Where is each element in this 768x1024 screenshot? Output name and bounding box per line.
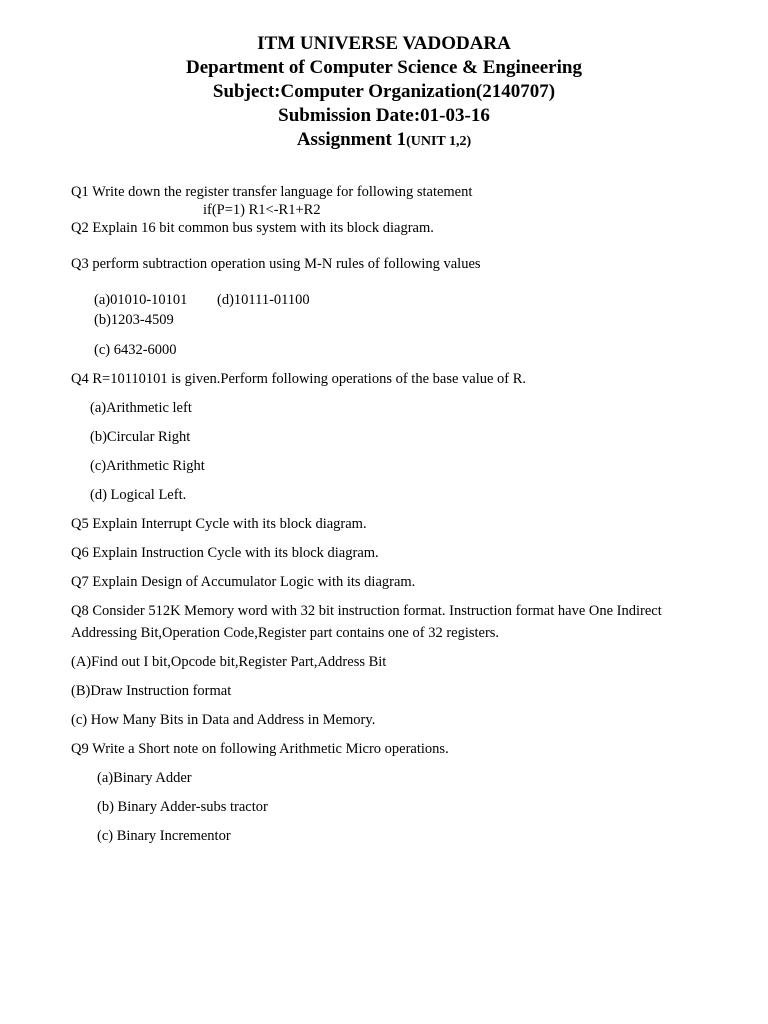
q7-text: Q7 Explain Design of Accumulator Logic with its diagram.	[71, 574, 416, 590]
submission-date: Submission Date:01-03-16	[278, 105, 490, 126]
q3-option-d: (d)10111-01100	[217, 292, 310, 308]
q8-text-line1: Q8 Consider 512K Memory word with 32 bit instruction format. Instruction format have One Indirect	[71, 603, 662, 619]
q5-text: Q5 Explain Interrupt Cycle with its block diagram.	[71, 516, 367, 532]
q3-text: Q3 perform subtraction operation using M-N rules of following values	[71, 256, 481, 272]
q8-text-line2: Addressing Bit,Operation Code,Register part contains one of 32 registers.	[71, 625, 500, 641]
assignment-main: Assignment 1	[296, 129, 407, 150]
assignment-title	[0, 129, 768, 153]
institution-title: ITM UNIVERSE VADODARA	[257, 33, 511, 54]
subject-title: Subject:Computer Organization(2140707)	[212, 81, 556, 102]
q4-option-b: (b)Circular Right	[90, 429, 191, 445]
q4-option-a: (a)Arithmetic left	[90, 400, 192, 416]
q8-option-a: (A)Find out I bit,Opcode bit,Register Part,Address Bit	[71, 654, 387, 670]
q3-option-c: (c) 6432-6000	[94, 342, 177, 358]
q2-text: Q2 Explain 16 bit common bus system with its block diagram.	[71, 220, 434, 236]
q9-text: Q9 Write a Short note on following Arithmetic Micro operations.	[71, 741, 449, 757]
q4-text: Q4 R=10110101 is given.Perform following operations of the base value of R.	[71, 371, 527, 387]
q8-option-b: (B)Draw Instruction format	[71, 683, 232, 699]
q4-option-d: (d) Logical Left.	[90, 487, 187, 503]
q9-option-a: (a)Binary Adder	[97, 770, 192, 786]
q9-option-b: (b) Binary Adder-subs tractor	[97, 799, 268, 815]
q1-text: Q1 Write down the register transfer language for following statement	[71, 184, 473, 200]
department-title: Department of Computer Science & Engineering	[186, 57, 582, 78]
q3-option-b: (b)1203-4509	[94, 312, 174, 328]
q6-text: Q6 Explain Instruction Cycle with its block diagram.	[71, 545, 379, 561]
q9-option-c: (c) Binary Incrementor	[97, 828, 231, 844]
q8-option-c: (c) How Many Bits in Data and Address in Memory.	[71, 712, 376, 728]
q4-option-c: (c)Arithmetic Right	[90, 458, 205, 474]
assignment-units: (UNIT 1,2)	[406, 134, 472, 149]
q3-option-a: (a)01010-10101	[94, 292, 188, 308]
q1-statement: if(P=1) R1<-R1+R2	[203, 202, 321, 218]
